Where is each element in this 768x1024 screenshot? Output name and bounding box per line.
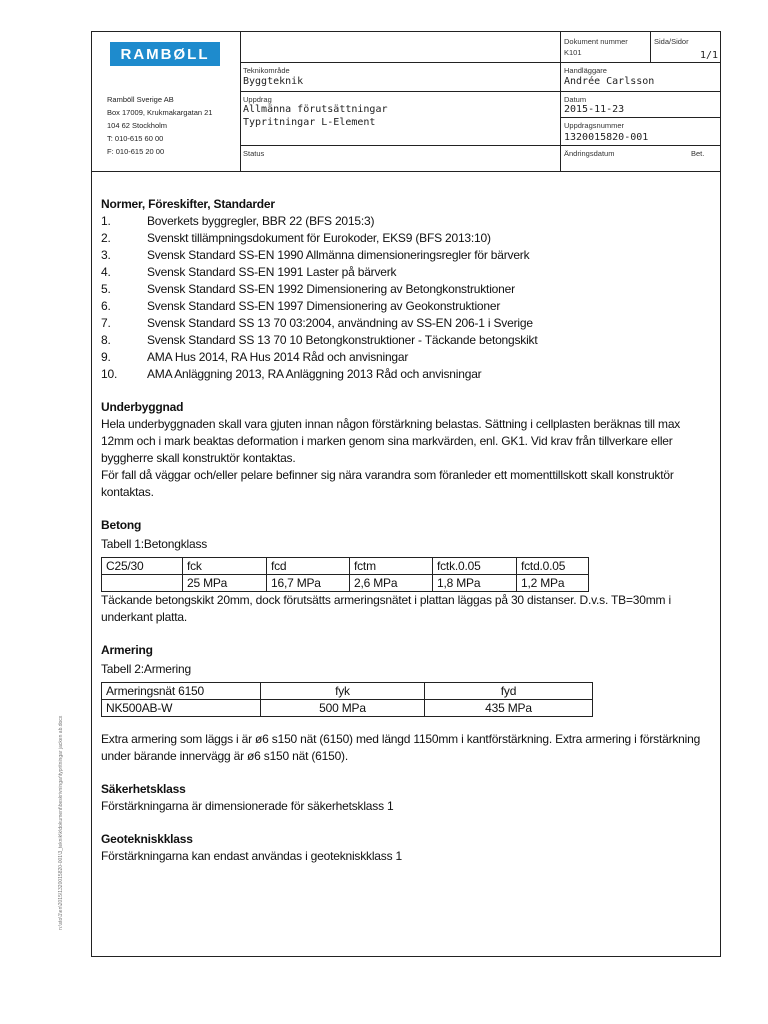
status-label: Status [243, 149, 265, 158]
betong-note: Täckande betongskikt 20mm, dock förutsätts armeringsnätet i plattan läggas på 30 distanser. D.v.s. TB=30mm i underkant platta. [101, 593, 671, 624]
table-cell: C25/30 [102, 558, 183, 575]
norms-list [101, 213, 711, 383]
title-block-divider [650, 31, 651, 62]
doc-number-label: Dokument nummer [564, 37, 628, 46]
underbyggnad-heading: Underbyggnad [101, 400, 184, 414]
list-item [101, 230, 711, 247]
table-cell: 25 MPa [183, 575, 267, 592]
title-block-bottom [91, 171, 721, 172]
list-item-text: Svensk Standard SS-EN 1990 Allmänna dimensioneringsregler för bärverk [147, 248, 530, 262]
table-cell: 2,6 MPa [350, 575, 433, 592]
title-block-divider [240, 31, 241, 171]
list-item [101, 281, 711, 298]
company-box: Box 17009, Krukmakargatan 21 [107, 108, 213, 117]
list-item [101, 315, 711, 332]
table-cell: fyd [425, 683, 593, 700]
list-item-number: 9. [101, 350, 111, 364]
table-cell: fcd [267, 558, 350, 575]
sakerhetsklass-text: Förstärkningarna är dimensionerade för säkerhetsklass 1 [101, 799, 394, 813]
title-block-row-line [240, 62, 721, 63]
table-cell: NK500AB-W [102, 700, 261, 717]
list-item-number: 3. [101, 248, 111, 262]
change-date-label: Ändringsdatum [564, 149, 615, 158]
armering-table [101, 682, 593, 717]
underbyggnad-paragraph-1: Hela underbyggnaden skall vara gjuten innan någon förstärkning belastas. Sättning i cellplasten beräknas till max 12mm och i mark beaktas deformation i marken genom sina markvärden, enl. GK1. Vid krav från tillverkare eller byggherre skall konstruktör kontaktas. [101, 417, 681, 465]
company-fax: F: 010-615 20 00 [107, 147, 165, 156]
table-cell: fctm [350, 558, 433, 575]
table-row [102, 558, 589, 575]
title-block-row-line [560, 117, 721, 118]
list-item [101, 366, 711, 383]
list-item-text: Svensk Standard SS 13 70 10 Betongkonstruktioner - Täckande betongskikt [147, 333, 538, 347]
norms-heading: Normer, Föreskifter, Standarder [101, 197, 275, 211]
list-item-text: Svensk Standard SS-EN 1997 Dimensionering av Geokonstruktioner [147, 299, 501, 313]
list-item-number: 6. [101, 299, 111, 313]
company-phone: T: 010-615 60 00 [107, 134, 164, 143]
table-row [102, 575, 589, 592]
geotekniskklass-heading: Geotekniskklass [101, 832, 193, 846]
list-item [101, 298, 711, 315]
company-city: 104 62 Stockholm [107, 121, 168, 130]
table-cell: Armeringsnät 6150 [102, 683, 261, 700]
assignment-line-2: Typritningar L-Element [243, 117, 376, 128]
armering-note: Extra armering som läggs i är ø6 s150 nät (6150) med längd 1150mm i kantförstärkning. Extra armering i förstärkning under bärande innervägg är ø6 s150 nät (6150). [101, 732, 701, 763]
company-name: Ramböll Sverige AB [107, 95, 174, 104]
table-cell: 1,2 MPa [517, 575, 589, 592]
list-item [101, 264, 711, 281]
file-path-margin: n:\sto\1\en\2015\1320015820-001\3_teknik\k\dokument\beskrivningar\typritningar jacken ab.docx [58, 715, 64, 930]
table-cell: 500 MPa [261, 700, 425, 717]
discipline-label: Teknikområde [243, 66, 290, 75]
geotekniskklass-text: Förstärkningarna kan endast användas i geotekniskklass 1 [101, 849, 402, 863]
list-item-text: AMA Hus 2014, RA Hus 2014 Råd och anvisningar [147, 350, 409, 364]
assignment-number-value: 1320015820-001 [564, 132, 649, 143]
title-block-row-line [240, 91, 721, 92]
company-address [107, 93, 212, 158]
table-cell: fctk.0.05 [433, 558, 517, 575]
table-row [102, 683, 593, 700]
list-item-text: Svensk Standard SS-EN 1991 Laster på bärverk [147, 265, 397, 279]
betong-table [101, 557, 589, 592]
list-item-text: AMA Anläggning 2013, RA Anläggning 2013 Råd och anvisningar [147, 367, 482, 381]
date-label: Datum [564, 95, 587, 104]
assignment-line-1: Allmänna förutsättningar [243, 104, 388, 115]
list-item-number: 2. [101, 231, 111, 245]
betong-heading: Betong [101, 518, 142, 532]
table-cell: 1,8 MPa [433, 575, 517, 592]
armering-table-caption: Tabell 2:Armering [101, 662, 191, 676]
list-item-text: Svensk Standard SS-EN 1992 Dimensionering av Betongkonstruktioner [147, 282, 515, 296]
page-label: Sida/Sidor [654, 37, 689, 46]
date-value: 2015-11-23 [564, 104, 625, 115]
underbyggnad-paragraph-2: För fall då väggar och/eller pelare befinner sig nära varandra som föranleder ett momenttillskott skall konstruktör kontaktas. [101, 468, 674, 499]
list-item [101, 349, 711, 366]
list-item-text: Svensk Standard SS 13 70 03:2004, användning av SS-EN 206-1 i Sverige [147, 316, 533, 330]
handler-label: Handläggare [564, 66, 607, 75]
discipline-value: Byggteknik [243, 76, 304, 87]
assignment-label: Uppdrag [243, 95, 272, 104]
table-cell: fctd.0.05 [517, 558, 589, 575]
list-item-number: 10. [101, 367, 118, 381]
list-item-number: 1. [101, 214, 111, 228]
handler-value: Andrée Carlsson [564, 76, 655, 87]
list-item-number: 7. [101, 316, 111, 330]
title-block-row-line [240, 145, 721, 146]
table-cell: 435 MPa [425, 700, 593, 717]
ramboll-logo: RAMBØLL [110, 42, 220, 66]
sakerhetsklass-heading: Säkerhetsklass [101, 782, 186, 796]
table-cell: 16,7 MPa [267, 575, 350, 592]
betong-table-caption: Tabell 1:Betongklass [101, 537, 208, 551]
list-item-number: 5. [101, 282, 111, 296]
page-value: 1/1 [700, 50, 719, 61]
list-item-number: 4. [101, 265, 111, 279]
table-cell: fck [183, 558, 267, 575]
bet-label: Bet. [691, 149, 705, 158]
list-item [101, 247, 711, 264]
list-item-number: 8. [101, 333, 111, 347]
title-block-divider [560, 31, 561, 171]
list-item-text: Boverkets byggregler, BBR 22 (BFS 2015:3) [147, 214, 375, 228]
armering-heading: Armering [101, 643, 153, 657]
document-body [101, 196, 711, 865]
table-row [102, 700, 593, 717]
table-cell: fyk [261, 683, 425, 700]
list-item [101, 213, 711, 230]
list-item-text: Svenskt tillämpningsdokument för Eurokoder, EKS9 (BFS 2013:10) [147, 231, 491, 245]
list-item [101, 332, 711, 349]
doc-number-value: K101 [564, 48, 582, 57]
assignment-number-label: Uppdragsnummer [564, 121, 625, 130]
table-cell [102, 575, 183, 592]
